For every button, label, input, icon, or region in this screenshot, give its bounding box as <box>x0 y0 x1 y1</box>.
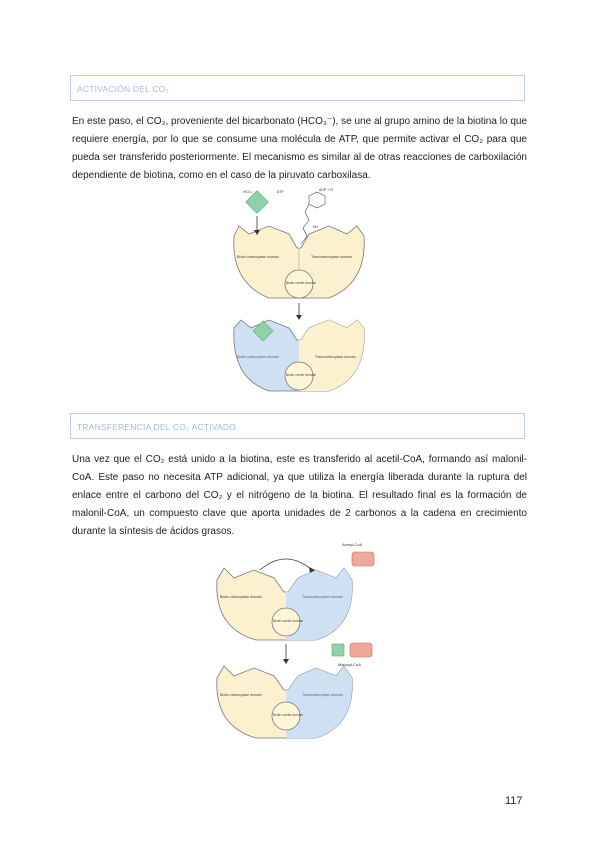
center-domain-label-2b: Biotin carrier domain <box>273 713 304 717</box>
acetyl-coa-shape <box>352 552 374 566</box>
bicarbonate-diamond <box>246 191 269 214</box>
paragraph-transfer: Una vez que el CO₂ está unido a la biotina, este es transferido al acetil-CoA, formando así malonil-CoA. Este paso no necesita ATP adicional, ya que utiliza la energía liberada durante la ruptura del enlace entre el carbono del CO₂ y el nitrógeno de la biotina. El resultado final es la formación de malonil-CoA, un compuesto clave que aporta unidades de 2 carbonos a la cadena en crecimiento durante la síntesis de ácidos grasos. <box>72 454 527 537</box>
section-heading-transfer <box>70 413 525 439</box>
atp-label: ATP <box>277 190 284 194</box>
paragraph-activation: En este paso, el CO₂, proveniente del bicarbonato (HCO₃⁻), se une al grupo amino de la biotina lo que requiere energía, por lo que se consume una molécula de ATP, que permite activar el CO₂ para que pueda ser transferido posteriormente. El mecanismo es similar al de otras reacciones de carboxilación dependiente de biotina, como en el caso de la piruvato carboxilasa. <box>72 116 527 181</box>
right-domain-label-bottom: Transcarboxylase domain <box>315 355 357 359</box>
malonyl-green-shape <box>332 644 344 656</box>
section-heading-text: ACTIVACIÓN DEL CO₂ <box>77 84 169 94</box>
section-heading-text: TRANSFERENCIA DEL CO₂ ACTIVADO <box>77 422 237 432</box>
acetyl-coa-label: Acetyl-CoA <box>342 542 363 547</box>
figure-co2-activation <box>229 188 369 393</box>
left-domain-label: Biotin carboxylase domain <box>237 255 279 259</box>
enzyme-top <box>234 226 364 298</box>
section-heading-activation <box>70 75 525 101</box>
center-domain-label-2: Biotin carrier domain <box>273 619 304 623</box>
malonyl-coa-shape <box>350 643 372 657</box>
page-number: 117 <box>505 795 523 807</box>
right-domain-label: Transcarboxylase domain <box>311 255 353 259</box>
right-domain-label-2b: Transcarboxylase domain <box>302 693 344 697</box>
center-domain-label: Biotin carrier domain <box>286 281 317 285</box>
left-domain-label-2b: Biotin carboxylase domain <box>220 693 262 697</box>
enzyme-top-2 <box>217 568 352 640</box>
bicarbonate-label: HCO₃⁻ <box>243 190 255 194</box>
left-domain-label-2: Biotin carboxylase domain <box>220 595 262 599</box>
figure-co2-transfer <box>212 540 387 740</box>
enzyme-bottom-2 <box>217 666 352 738</box>
adp-label: ADP + Pi <box>319 188 334 192</box>
nh-label: NH <box>313 225 319 229</box>
malonyl-coa-label: Malonyl-CoA <box>338 662 361 667</box>
right-domain-label-2: Transcarboxylase domain <box>302 595 344 599</box>
center-domain-label-bottom: Biotin carrier domain <box>286 373 317 377</box>
left-domain-label-bottom: Biotin carboxylase domain <box>237 355 279 359</box>
